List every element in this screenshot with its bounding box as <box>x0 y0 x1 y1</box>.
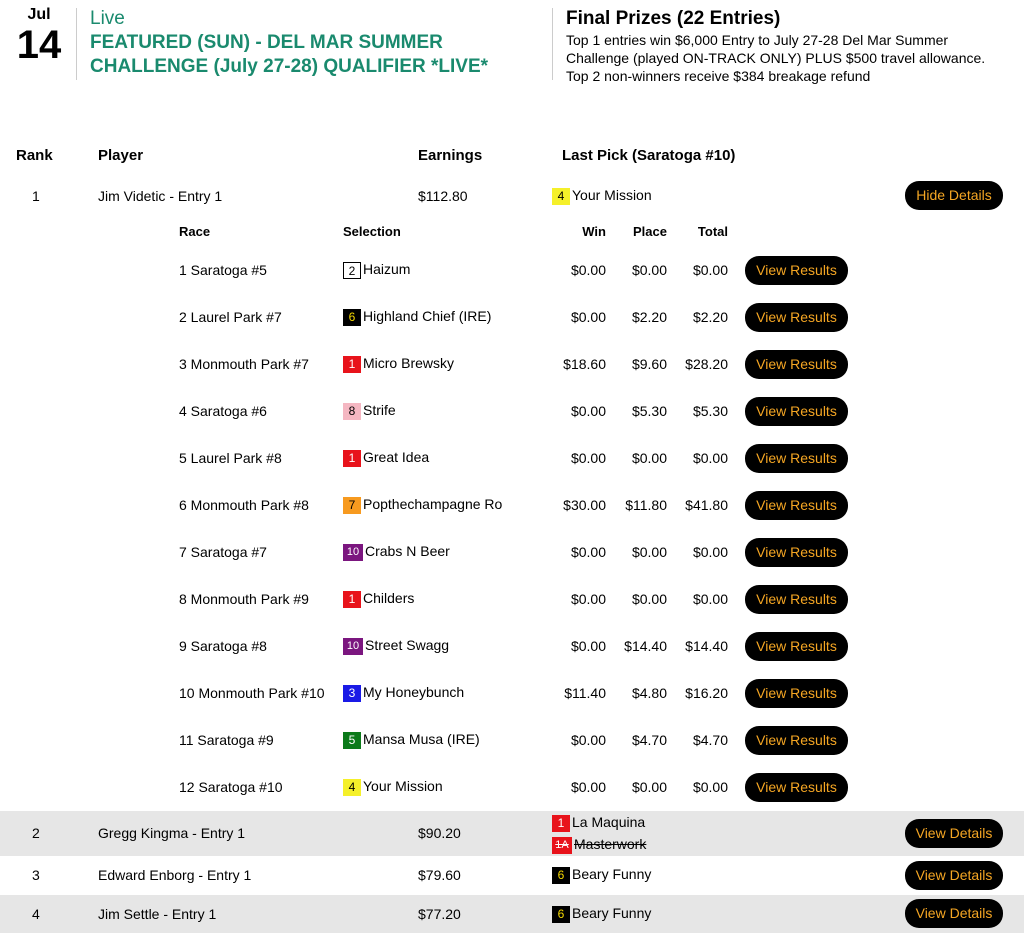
horse-name: Crabs N Beer <box>365 543 450 559</box>
player-name: Jim Settle - Entry 1 <box>98 906 217 922</box>
win-amount: $0.00 <box>570 638 606 654</box>
player-name: Edward Enborg - Entry 1 <box>98 867 252 883</box>
rank: 1 <box>32 188 40 204</box>
header-earnings: Earnings <box>418 147 483 164</box>
program-number: 1 <box>552 815 570 832</box>
horse-name: Great Idea <box>363 449 430 465</box>
earnings: $90.20 <box>418 825 461 841</box>
total-amount: $14.40 <box>685 638 728 654</box>
hide-details-button[interactable]: Hide Details <box>905 181 1003 210</box>
total-amount: $0.00 <box>692 779 728 795</box>
program-number: 1A <box>552 837 572 854</box>
view-results-button[interactable]: View Results <box>745 538 848 567</box>
event-name-line1: FEATURED (SUN) - DEL MAR SUMMER <box>90 32 443 53</box>
selection <box>343 778 443 796</box>
event-day: 14 <box>16 23 62 67</box>
program-number: 6 <box>552 906 570 923</box>
view-details-button[interactable]: View Details <box>905 861 1003 890</box>
prizes-line3: Top 2 non-winners receive $384 breakage refund <box>566 68 871 84</box>
race-label: 3 Monmouth Park #7 <box>179 356 309 372</box>
place-amount: $0.00 <box>631 779 667 795</box>
win-amount: $30.00 <box>563 497 606 513</box>
program-number: 4 <box>343 779 361 796</box>
header-player: Player <box>98 147 144 164</box>
selection <box>343 402 396 420</box>
details-header-place: Place <box>633 224 667 239</box>
selection <box>343 731 480 749</box>
player-name: Gregg Kingma - Entry 1 <box>98 825 246 841</box>
horse-name: La Maquina <box>572 814 646 830</box>
selection <box>343 355 454 373</box>
horse-name: Popthechampagne Ro <box>363 496 503 512</box>
event-info <box>90 8 488 78</box>
view-results-button[interactable]: View Results <box>745 256 848 285</box>
race-label: 12 Saratoga #10 <box>179 779 283 795</box>
view-results-button[interactable]: View Results <box>745 491 848 520</box>
last-pick <box>552 814 645 832</box>
event-status: Live <box>90 8 125 29</box>
program-number: 7 <box>343 497 361 514</box>
horse-name: Strife <box>363 402 396 418</box>
view-results-button[interactable]: View Results <box>745 585 848 614</box>
total-amount: $0.00 <box>692 262 728 278</box>
total-amount: $2.20 <box>692 309 728 325</box>
race-label: 8 Monmouth Park #9 <box>179 591 309 607</box>
race-label: 1 Saratoga #5 <box>179 262 267 278</box>
total-amount: $16.20 <box>685 685 728 701</box>
event-date <box>10 6 68 65</box>
selection <box>343 637 449 655</box>
race-label: 7 Saratoga #7 <box>179 544 267 560</box>
prizes-line1: Top 1 entries win $6,000 Entry to July 27-28 Del Mar Summer <box>566 32 949 48</box>
place-amount: $4.70 <box>631 732 667 748</box>
selection <box>343 261 410 279</box>
program-number: 8 <box>343 403 361 420</box>
program-number: 1 <box>343 356 361 373</box>
horse-name: Highland Chief (IRE) <box>363 308 492 324</box>
rank: 4 <box>32 906 40 922</box>
details-header-total: Total <box>697 224 728 239</box>
total-amount: $0.00 <box>692 450 728 466</box>
selection <box>343 449 429 467</box>
win-amount: $18.60 <box>563 356 606 372</box>
selection <box>343 684 464 702</box>
horse-name: Beary Funny <box>572 905 652 921</box>
last-pick <box>552 866 651 884</box>
view-details-button[interactable]: View Details <box>905 899 1003 928</box>
last-pick <box>552 905 651 923</box>
rank: 3 <box>32 867 40 883</box>
header-rank: Rank <box>16 147 53 164</box>
player-name: Jim Videtic - Entry 1 <box>98 188 223 204</box>
prizes-line2: Challenge (played ON-TRACK ONLY) PLUS $500 travel allowance. <box>566 50 986 66</box>
details-header-race: Race <box>179 224 211 239</box>
program-number: 10 <box>343 544 363 561</box>
header-last-pick: Last Pick (Saratoga #10) <box>562 147 736 164</box>
divider <box>76 8 77 80</box>
horse-name: Beary Funny <box>572 866 652 882</box>
race-label: 2 Laurel Park #7 <box>179 309 282 325</box>
divider <box>552 8 553 80</box>
program-number: 4 <box>552 188 570 205</box>
horse-name: Street Swagg <box>365 637 450 653</box>
view-results-button[interactable]: View Results <box>745 350 848 379</box>
earnings: $112.80 <box>418 188 468 204</box>
horse-name: My Honeybunch <box>363 684 465 700</box>
win-amount: $0.00 <box>570 779 606 795</box>
view-results-button[interactable]: View Results <box>745 444 848 473</box>
place-amount: $14.40 <box>624 638 667 654</box>
place-amount: $0.00 <box>631 262 667 278</box>
event-month: Jul <box>27 6 51 23</box>
win-amount: $0.00 <box>570 591 606 607</box>
program-number: 10 <box>343 638 363 655</box>
win-amount: $0.00 <box>570 732 606 748</box>
program-number: 5 <box>343 732 361 749</box>
place-amount: $9.60 <box>631 356 667 372</box>
total-amount: $4.70 <box>692 732 728 748</box>
program-number: 1 <box>343 450 361 467</box>
horse-name: Childers <box>363 590 415 606</box>
race-label: 10 Monmouth Park #10 <box>179 685 325 701</box>
earnings: $79.60 <box>418 867 461 883</box>
race-label: 5 Laurel Park #8 <box>179 450 282 466</box>
last-pick-scratched <box>552 836 646 854</box>
program-number: 6 <box>552 867 570 884</box>
details-header-selection: Selection <box>343 224 401 239</box>
place-amount: $11.80 <box>625 497 667 513</box>
view-results-button[interactable]: View Results <box>745 679 848 708</box>
win-amount: $0.00 <box>570 403 606 419</box>
selection <box>343 496 502 514</box>
race-label: 6 Monmouth Park #8 <box>179 497 309 513</box>
place-amount: $0.00 <box>631 450 667 466</box>
place-amount: $0.00 <box>631 544 667 560</box>
view-results-button[interactable]: View Results <box>745 632 848 661</box>
view-details-button[interactable]: View Details <box>905 819 1003 848</box>
win-amount: $0.00 <box>570 450 606 466</box>
race-label: 11 Saratoga #9 <box>179 732 274 748</box>
race-label: 9 Saratoga #8 <box>179 638 267 654</box>
rank: 2 <box>32 825 40 841</box>
win-amount: $0.00 <box>570 544 606 560</box>
view-results-button[interactable]: View Results <box>745 397 848 426</box>
horse-name: Your Mission <box>572 187 652 203</box>
selection <box>343 308 491 326</box>
program-number: 2 <box>343 262 361 279</box>
place-amount: $2.20 <box>631 309 667 325</box>
place-amount: $0.00 <box>631 591 667 607</box>
details-header-win: Win <box>582 224 606 239</box>
total-amount: $5.30 <box>692 403 728 419</box>
total-amount: $0.00 <box>692 591 728 607</box>
program-number: 3 <box>343 685 361 702</box>
event-name-line2: CHALLENGE (July 27-28) QUALIFIER *LIVE* <box>90 56 489 77</box>
win-amount: $11.40 <box>564 685 606 701</box>
selection <box>343 543 450 561</box>
view-results-button[interactable]: View Results <box>745 726 848 755</box>
view-results-button[interactable]: View Results <box>745 773 848 802</box>
total-amount: $0.00 <box>692 544 728 560</box>
win-amount: $0.00 <box>570 262 606 278</box>
program-number: 6 <box>343 309 361 326</box>
total-amount: $41.80 <box>685 497 728 513</box>
prizes-panel <box>566 8 1016 84</box>
place-amount: $4.80 <box>631 685 667 701</box>
horse-name: Your Mission <box>363 778 443 794</box>
horse-name: Mansa Musa (IRE) <box>363 731 480 747</box>
race-label: 4 Saratoga #6 <box>179 403 267 419</box>
program-number: 1 <box>343 591 361 608</box>
horse-name: Micro Brewsky <box>363 355 455 371</box>
last-pick <box>552 187 652 205</box>
win-amount: $0.00 <box>570 309 606 325</box>
view-results-button[interactable]: View Results <box>745 303 848 332</box>
horse-name: Masterwork <box>574 836 647 852</box>
place-amount: $5.30 <box>631 403 667 419</box>
earnings: $77.20 <box>418 906 461 922</box>
prizes-title: Final Prizes (22 Entries) <box>566 8 781 29</box>
horse-name: Haizum <box>363 261 411 277</box>
total-amount: $28.20 <box>685 356 728 372</box>
selection <box>343 590 414 608</box>
